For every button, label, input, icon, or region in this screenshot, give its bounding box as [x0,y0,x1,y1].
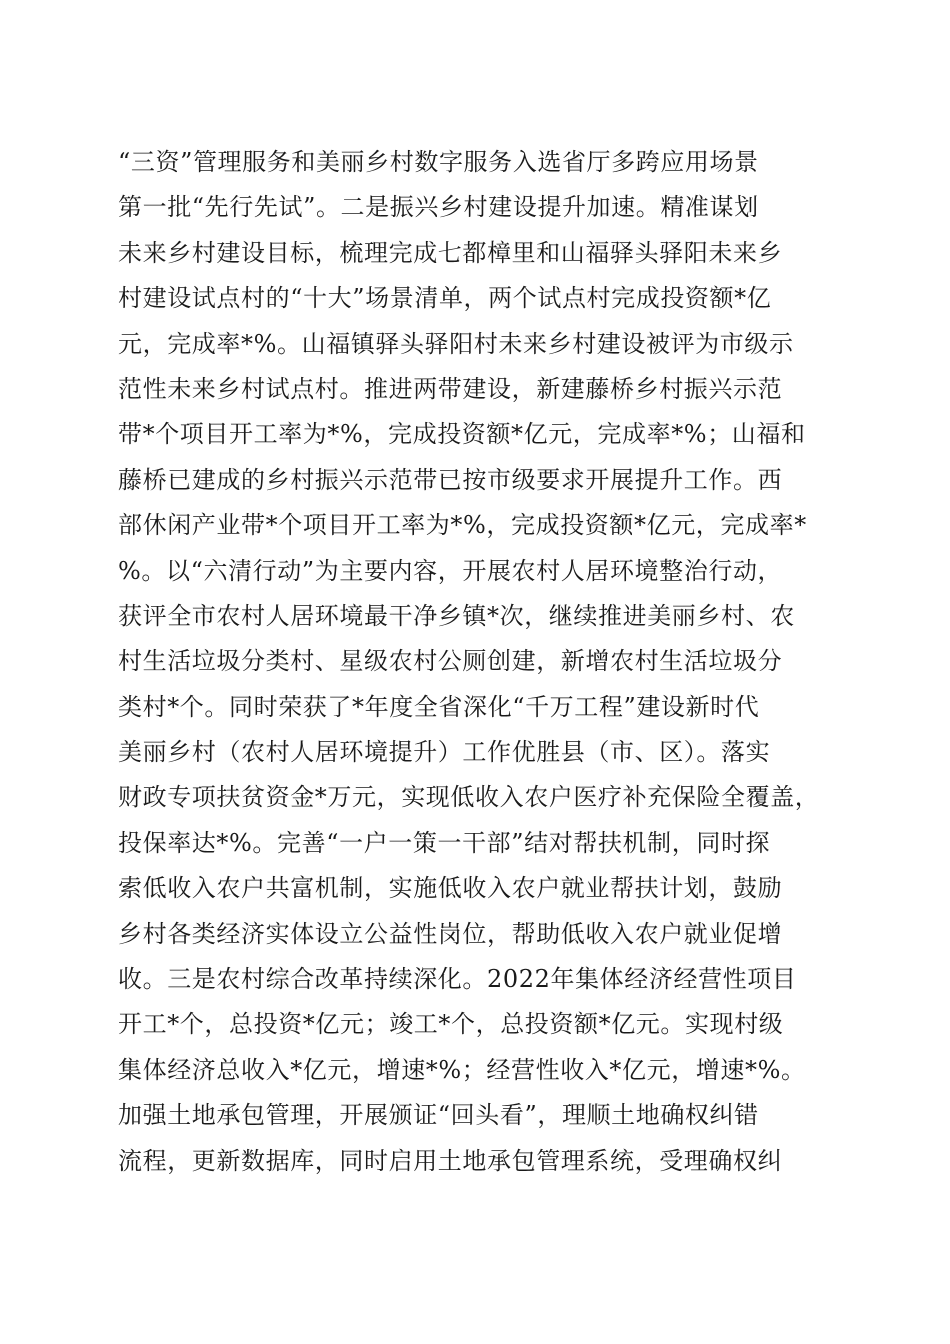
text-line: 收。三是农村综合改革持续深化。2022年集体经济经营性项目 [118,965,797,994]
text-line: 带*个项目开工率为*%，完成投资额*亿元，完成率*%；山福和 [118,420,806,449]
text-line: 乡村各类经济实体设立公益性岗位，帮助低收入农户就业促增 [118,919,783,948]
text-line: 范性未来乡村试点村。推进两带建设，新建藤桥乡村振兴示范 [118,374,783,403]
text-line: 未来乡村建设目标，梳理完成七都樟里和山福驿头驿阳未来乡 [118,238,783,267]
text-line: %。以“六清行动”为主要内容，开展农村人居环境整治行动， [118,556,783,585]
text-line: 第一批“先行先试”。二是振兴乡村建设提升加速。精准谋划 [118,193,759,222]
text-line: 元，完成率*%。山福镇驿头驿阳村未来乡村建设被评为市级示 [118,329,794,358]
text-line: 流程，更新数据库，同时启用土地承包管理系统，受理确权纠 [118,1146,783,1175]
text-line: “三资”管理服务和美丽乡村数字服务入选省厅多跨应用场景 [118,148,759,176]
text-line: 类村*个。同时荣获了*年度全省深化“千万工程”建设新时代 [118,692,760,721]
body-paragraph [118,140,838,1184]
text-line: 村建设试点村的“十大”场景清单，两个试点村完成投资额*亿 [118,284,772,313]
text-line: 加强土地承包管理，开展颁证“回头看”，理顺土地确权纠错 [118,1101,759,1130]
text-line: 投保率达*%。完善“一户一策一干部”结对帮扶机制，同时探 [118,828,771,857]
text-line: 索低收入农户共富机制，实施低收入农户就业帮扶计划，鼓励 [118,874,783,903]
text-line: 获评全市农村人居环境最干净乡镇*次，继续推进美丽乡村、农 [118,601,795,630]
text-line: 集体经济总收入*亿元，增速*%；经营性收入*亿元，增速*%。 [118,1055,806,1084]
text-line: 村生活垃圾分类村、星级农村公厕创建，新增农村生活垃圾分 [118,647,783,676]
text-line: 财政专项扶贫资金*万元，实现低收入农户医疗补充保险全覆盖， [118,783,820,812]
text-line: 美丽乡村（农村人居环境提升）工作优胜县（市、区）。落实 [118,738,771,767]
text-line: 藤桥已建成的乡村振兴示范带已按市级要求开展提升工作。西 [118,465,783,494]
text-line: 部休闲产业带*个项目开工率为*%，完成投资额*亿元，完成率* [118,511,807,540]
text-line: 开工*个，总投资*亿元；竣工*个，总投资额*亿元。实现村级 [118,1010,784,1039]
